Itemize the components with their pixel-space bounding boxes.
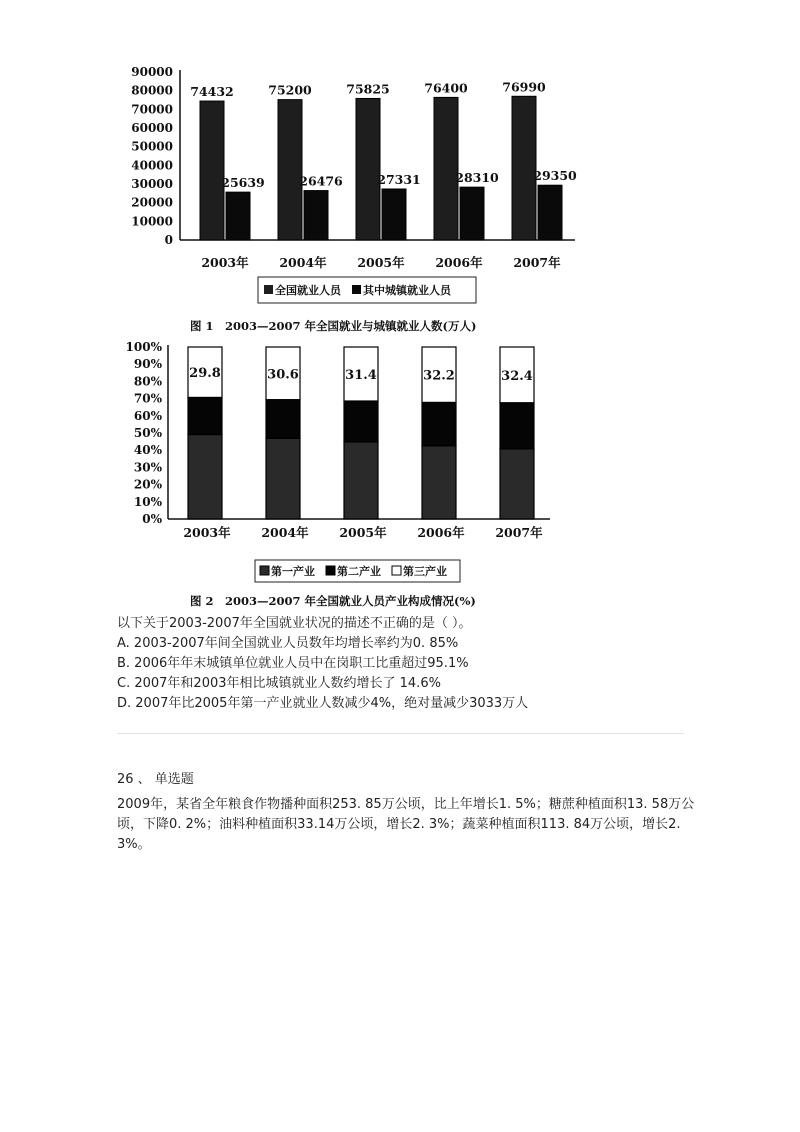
legend-swatch-total	[264, 285, 273, 294]
legend-primary-swatch	[260, 566, 269, 575]
y-tick-label: 60%	[133, 408, 162, 423]
bar-urban-employment	[460, 187, 484, 240]
question-number-header: 26 、 单选题	[117, 772, 194, 787]
legend-tertiary-swatch	[392, 566, 401, 575]
data-label-tertiary: 29.8	[189, 366, 221, 382]
x-tick-label: 2005年	[357, 255, 405, 270]
y-tick-label: 80000	[131, 83, 173, 98]
industry-stacked-bar-chart	[110, 335, 570, 615]
data-label-urban: 26476	[299, 173, 343, 189]
y-tick-label: 40%	[133, 443, 162, 458]
x-tick-label: 2003年	[201, 255, 249, 270]
data-label-urban: 25639	[221, 175, 265, 191]
bar-total-employment	[356, 98, 380, 240]
data-label-tertiary: 30.6	[267, 367, 299, 383]
legend-label-urban: 其中城镇就业人员	[363, 284, 451, 297]
y-tick-label: 20000	[131, 195, 173, 210]
bar-segment-secondary	[500, 403, 534, 449]
bar-segment-secondary	[344, 401, 378, 442]
y-tick-label: 10%	[133, 494, 162, 509]
bar-urban-employment	[538, 185, 562, 240]
data-label-tertiary: 31.4	[345, 368, 377, 384]
bar-segment-primary	[344, 442, 378, 519]
y-tick-label: 0%	[142, 512, 162, 526]
data-label-tertiary: 32.4	[501, 368, 533, 384]
figure-caption: 图 1 2003—2007 年全国就业与城镇就业人数(万人)	[190, 319, 477, 333]
bar-total-employment	[434, 97, 458, 240]
data-label-urban: 27331	[377, 171, 421, 187]
legend-label-total: 全国就业人员	[275, 284, 341, 297]
option-c[interactable]: C. 2007年和2003年相比城镇就业人数约增长了 14.6%	[117, 676, 441, 691]
bar-segment-primary	[500, 449, 534, 519]
legend-tertiary-label: 第三产业	[403, 565, 447, 578]
data-label-total: 75200	[268, 82, 312, 98]
y-tick-label: 80%	[133, 374, 162, 389]
question-stem: 以下关于2003-2007年全国就业状况的描述不正确的是（ ）。	[117, 616, 472, 631]
x-tick-label: 2006年	[435, 255, 483, 270]
bar-segment-secondary	[266, 400, 300, 439]
y-tick-label: 70000	[131, 102, 173, 117]
bar-urban-employment	[304, 191, 328, 240]
x-tick-label: 2007年	[495, 525, 543, 540]
bar-segment-primary	[422, 446, 456, 519]
y-tick-label: 30%	[133, 460, 162, 475]
y-tick-label: 10000	[131, 214, 173, 229]
x-tick-label: 2004年	[261, 525, 309, 540]
x-tick-label: 2007年	[513, 255, 561, 270]
data-label-urban: 29350	[533, 168, 577, 184]
bar-total-employment	[278, 100, 302, 240]
y-tick-label: 0	[164, 233, 173, 247]
bar-total-employment	[200, 101, 224, 240]
y-tick-label: 20%	[133, 477, 162, 492]
bar-urban-employment	[382, 189, 406, 240]
x-tick-label: 2004年	[279, 255, 327, 270]
data-label-total: 76400	[424, 80, 468, 96]
legend-secondary-swatch	[326, 566, 335, 575]
y-tick-label: 60000	[131, 121, 173, 135]
employment-bar-chart	[110, 60, 577, 340]
y-tick-label: 100%	[125, 340, 162, 354]
data-label-total: 74432	[190, 84, 234, 100]
x-tick-label: 2006年	[417, 525, 465, 540]
option-a[interactable]: A. 2003-2007年间全国就业人员数年均增长率约为0. 85%	[117, 636, 459, 651]
y-tick-label: 50%	[133, 426, 162, 440]
legend-secondary-label: 第二产业	[337, 565, 381, 578]
section-divider	[117, 733, 684, 734]
question-passage: 2009年，某省全年粮食作物播种面积253. 85万公顷，比上年增长1. 5%；糖蔗种植面积13. 58万公顷，下降0. 2%；油料种植面积33.14万公顷，增长2. 3%；蔬菜种植面积113. 84万公顷，增长2. 3%。	[117, 797, 695, 852]
x-tick-label: 2005年	[339, 525, 387, 540]
data-label-urban: 28310	[455, 170, 499, 186]
option-b[interactable]: B. 2006年年末城镇单位就业人员中在岗职工比重超过95.1%	[117, 656, 469, 671]
bar-segment-primary	[188, 435, 222, 519]
y-tick-label: 30000	[131, 177, 173, 191]
bar-segment-secondary	[422, 402, 456, 445]
y-tick-label: 40000	[131, 158, 173, 173]
option-d[interactable]: D. 2007年比2005年第一产业就业人数减少4%，绝对量减少3033万人	[117, 696, 529, 711]
bar-segment-primary	[266, 438, 300, 519]
legend-swatch-urban	[352, 285, 361, 294]
x-tick-label: 2003年	[183, 525, 231, 540]
y-tick-label: 50000	[131, 139, 173, 154]
data-label-tertiary: 32.2	[423, 368, 455, 384]
y-tick-label: 90%	[133, 357, 162, 372]
data-label-total: 75825	[346, 81, 390, 97]
y-tick-label: 90000	[131, 65, 173, 79]
data-label-total: 76990	[502, 79, 546, 95]
figure-caption: 图 2 2003—2007 年全国就业人员产业构成情况(%)	[190, 594, 476, 608]
legend-primary-label: 第一产业	[271, 565, 315, 578]
bar-urban-employment	[226, 192, 250, 240]
y-tick-label: 70%	[133, 391, 162, 406]
bar-segment-secondary	[188, 397, 222, 434]
